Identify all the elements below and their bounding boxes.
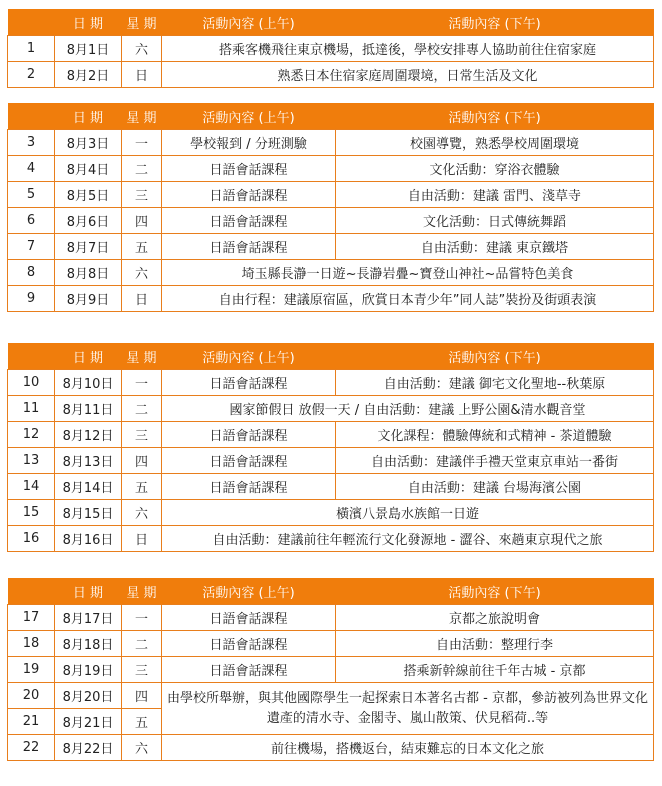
header-no xyxy=(8,9,55,36)
header-pm: 活動內容 (下午) xyxy=(336,343,654,370)
row-weekday: 三 xyxy=(122,182,162,208)
header-pm: 活動內容 (下午) xyxy=(336,578,654,605)
pm-activity: 搭乘新幹線前往千年古城 - 京都 xyxy=(336,657,654,683)
table-row xyxy=(8,234,654,260)
pm-activity: 文化活動：日式傳統舞蹈 xyxy=(336,208,654,234)
table-row xyxy=(8,260,654,286)
pm-activity: 自由活動：建議 御宅文化聖地--秋葉原 xyxy=(336,370,654,396)
table-row xyxy=(8,500,654,526)
row-weekday: 三 xyxy=(122,422,162,448)
row-number: 7 xyxy=(8,234,55,260)
header-date: 日 期 xyxy=(55,343,122,370)
row-number: 2 xyxy=(8,62,55,88)
header-am: 活動內容 (上午) xyxy=(162,343,336,370)
table-row xyxy=(8,208,654,234)
table-row xyxy=(8,396,654,422)
row-date: 8月9日 xyxy=(55,286,122,312)
row-number: 11 xyxy=(8,396,55,422)
row-weekday: 一 xyxy=(122,130,162,156)
row-number: 18 xyxy=(8,631,55,657)
row-number: 17 xyxy=(8,605,55,631)
table-row xyxy=(8,62,654,88)
pm-activity: 自由活動：建議 台場海濱公園 xyxy=(336,474,654,500)
row-date: 8月21日 xyxy=(55,709,122,735)
table-row xyxy=(8,683,654,709)
table-row xyxy=(8,130,654,156)
header-weekday: 星 期 xyxy=(122,578,162,605)
pm-activity: 校園導覽，熟悉學校周圍環境 xyxy=(336,130,654,156)
full-day-activity: 搭乘客機飛往東京機場，抵達後，學校安排專人協助前往住宿家庭 xyxy=(162,36,654,62)
row-weekday: 日 xyxy=(122,526,162,552)
row-weekday: 六 xyxy=(122,735,162,761)
row-number: 8 xyxy=(8,260,55,286)
row-number: 15 xyxy=(8,500,55,526)
row-weekday: 二 xyxy=(122,156,162,182)
row-date: 8月10日 xyxy=(55,370,122,396)
am-activity: 學校報到 / 分班測驗 xyxy=(162,130,336,156)
table-row xyxy=(8,422,654,448)
table-row xyxy=(8,526,654,552)
row-date: 8月22日 xyxy=(55,735,122,761)
row-date: 8月13日 xyxy=(55,448,122,474)
row-date: 8月14日 xyxy=(55,474,122,500)
pm-activity: 京都之旅說明會 xyxy=(336,605,654,631)
full-day-activity: 國家節假日 放假一天 / 自由活動：建議 上野公園&清水觀音堂 xyxy=(162,396,654,422)
table-row xyxy=(8,474,654,500)
am-activity: 日語會話課程 xyxy=(162,657,336,683)
header-weekday: 星 期 xyxy=(122,103,162,130)
am-activity: 日語會話課程 xyxy=(162,605,336,631)
table-row xyxy=(8,286,654,312)
am-activity: 日語會話課程 xyxy=(162,208,336,234)
row-weekday: 五 xyxy=(122,234,162,260)
row-date: 8月5日 xyxy=(55,182,122,208)
row-weekday: 六 xyxy=(122,36,162,62)
row-number: 16 xyxy=(8,526,55,552)
header-no xyxy=(8,343,55,370)
full-day-activity: 前往機場，搭機返台，結束難忘的日本文化之旅 xyxy=(162,735,654,761)
header-row xyxy=(8,343,654,370)
row-number: 19 xyxy=(8,657,55,683)
row-number: 22 xyxy=(8,735,55,761)
row-date: 8月17日 xyxy=(55,605,122,631)
pm-activity: 自由活動：建議 雷門、淺草寺 xyxy=(336,182,654,208)
header-date: 日 期 xyxy=(55,578,122,605)
row-number: 1 xyxy=(8,36,55,62)
row-number: 9 xyxy=(8,286,55,312)
header-row xyxy=(8,9,654,36)
am-activity: 日語會話課程 xyxy=(162,370,336,396)
am-activity: 日語會話課程 xyxy=(162,448,336,474)
table-row xyxy=(8,156,654,182)
header-weekday: 星 期 xyxy=(122,343,162,370)
row-weekday: 日 xyxy=(122,62,162,88)
row-weekday: 五 xyxy=(122,474,162,500)
full-day-activity: 埼玉縣長瀞一日遊~長瀞岩疊~寶登山神社~品嘗特色美食 xyxy=(162,260,654,286)
row-weekday: 一 xyxy=(122,605,162,631)
am-activity: 日語會話課程 xyxy=(162,182,336,208)
row-date: 8月18日 xyxy=(55,631,122,657)
row-date: 8月6日 xyxy=(55,208,122,234)
pm-activity: 自由活動：建議 東京鐵塔 xyxy=(336,234,654,260)
schedule-section-2 xyxy=(7,103,654,312)
header-no xyxy=(8,578,55,605)
row-date: 8月16日 xyxy=(55,526,122,552)
row-weekday: 一 xyxy=(122,370,162,396)
row-number: 12 xyxy=(8,422,55,448)
row-date: 8月7日 xyxy=(55,234,122,260)
row-weekday: 二 xyxy=(122,396,162,422)
table-row xyxy=(8,448,654,474)
table-row xyxy=(8,182,654,208)
row-number: 6 xyxy=(8,208,55,234)
row-weekday: 二 xyxy=(122,631,162,657)
full-day-activity: 熟悉日本住宿家庭周圍環境，日常生活及文化 xyxy=(162,62,654,88)
row-date: 8月20日 xyxy=(55,683,122,709)
table-row xyxy=(8,370,654,396)
row-date: 8月19日 xyxy=(55,657,122,683)
row-date: 8月3日 xyxy=(55,130,122,156)
row-date: 8月15日 xyxy=(55,500,122,526)
table-row xyxy=(8,631,654,657)
header-pm: 活動內容 (下午) xyxy=(336,103,654,130)
full-day-activity: 自由行程：建議原宿區，欣賞日本青少年”同人誌”裝扮及街頭表演 xyxy=(162,286,654,312)
am-activity: 日語會話課程 xyxy=(162,234,336,260)
row-date: 8月8日 xyxy=(55,260,122,286)
row-weekday: 四 xyxy=(122,208,162,234)
row-weekday: 六 xyxy=(122,260,162,286)
header-am: 活動內容 (上午) xyxy=(162,578,336,605)
row-number: 10 xyxy=(8,370,55,396)
row-weekday: 四 xyxy=(122,683,162,709)
row-number: 14 xyxy=(8,474,55,500)
row-date: 8月1日 xyxy=(55,36,122,62)
am-activity: 日語會話課程 xyxy=(162,422,336,448)
row-weekday: 三 xyxy=(122,657,162,683)
header-weekday: 星 期 xyxy=(122,9,162,36)
row-date: 8月4日 xyxy=(55,156,122,182)
header-row xyxy=(8,103,654,130)
row-number: 13 xyxy=(8,448,55,474)
pm-activity: 自由活動：建議伴手禮天堂東京車站一番街 xyxy=(336,448,654,474)
table-row xyxy=(8,735,654,761)
am-activity: 日語會話課程 xyxy=(162,631,336,657)
schedule-section-3 xyxy=(7,343,654,552)
header-row xyxy=(8,578,654,605)
am-activity: 日語會話課程 xyxy=(162,156,336,182)
row-weekday: 日 xyxy=(122,286,162,312)
full-day-activity: 自由活動：建議前往年輕流行文化發源地 - 澀谷、來趟東京現代之旅 xyxy=(162,526,654,552)
header-date: 日 期 xyxy=(55,9,122,36)
row-weekday: 四 xyxy=(122,448,162,474)
header-pm: 活動內容 (下午) xyxy=(336,9,654,36)
table-row xyxy=(8,657,654,683)
row-date: 8月2日 xyxy=(55,62,122,88)
row-number: 5 xyxy=(8,182,55,208)
schedule-section-1 xyxy=(7,9,654,88)
merged-activity: 由學校所舉辦，與其他國際學生一起探索日本著名古都 - 京都，參訪被列為世界文化遺產的清水寺、金閣寺、嵐山散策、伏見稻荷..等 xyxy=(162,683,654,735)
pm-activity: 文化活動：穿浴衣體驗 xyxy=(336,156,654,182)
row-number: 4 xyxy=(8,156,55,182)
row-weekday: 六 xyxy=(122,500,162,526)
row-date: 8月12日 xyxy=(55,422,122,448)
pm-activity: 自由活動：整理行李 xyxy=(336,631,654,657)
table-row xyxy=(8,36,654,62)
table-row xyxy=(8,605,654,631)
row-number: 20 xyxy=(8,683,55,709)
header-am: 活動內容 (上午) xyxy=(162,103,336,130)
pm-activity: 文化課程：體驗傳統和式精神 - 茶道體驗 xyxy=(336,422,654,448)
schedule-section-4 xyxy=(7,578,654,761)
row-weekday: 五 xyxy=(122,709,162,735)
header-date: 日 期 xyxy=(55,103,122,130)
am-activity: 日語會話課程 xyxy=(162,474,336,500)
row-date: 8月11日 xyxy=(55,396,122,422)
row-number: 3 xyxy=(8,130,55,156)
full-day-activity: 橫濱八景島水族館一日遊 xyxy=(162,500,654,526)
row-number: 21 xyxy=(8,709,55,735)
header-am: 活動內容 (上午) xyxy=(162,9,336,36)
header-no xyxy=(8,103,55,130)
